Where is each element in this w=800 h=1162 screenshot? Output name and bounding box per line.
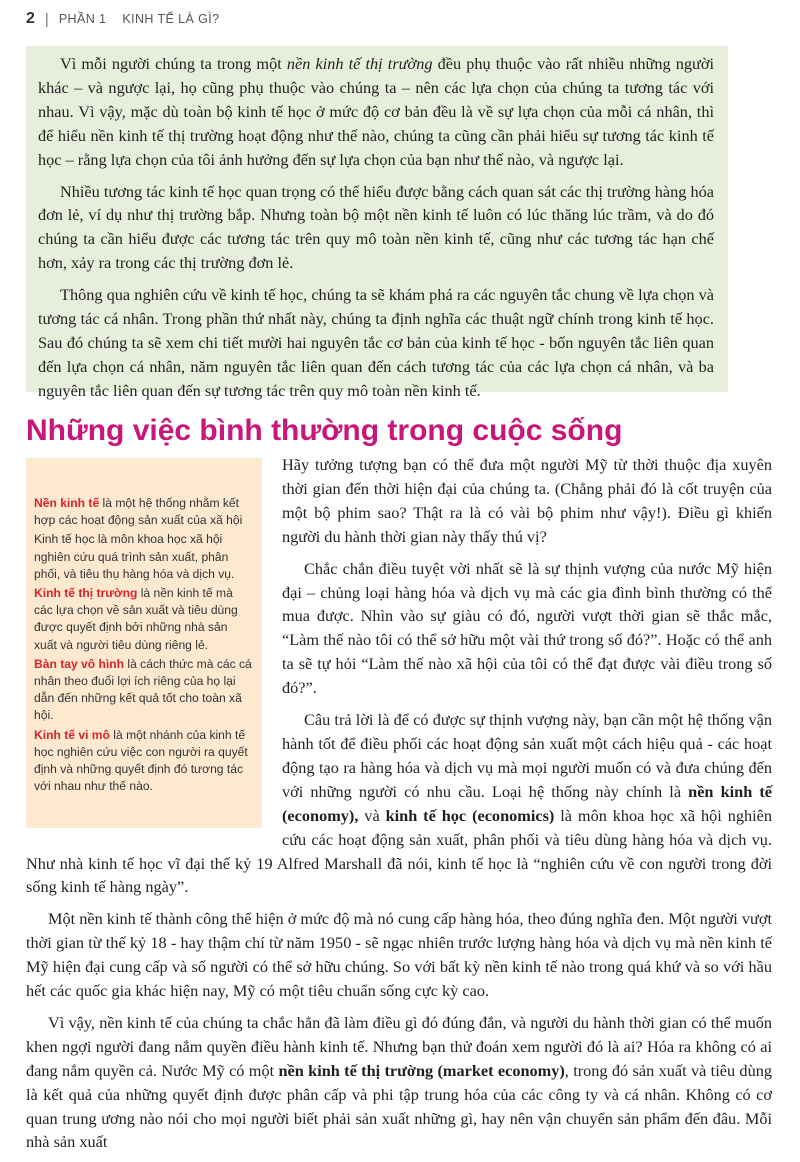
term-microeconomics: Kinh tế vi mô — [34, 727, 110, 742]
header-separator: | — [44, 10, 49, 28]
sidebar-spacer — [26, 453, 282, 829]
intro-emphasis: nền kinh tế thị trường — [286, 54, 433, 73]
term-market-economy: Kinh tế thị trường — [34, 586, 138, 601]
bold-term-economy: nền kinh tế (economy), — [282, 781, 772, 825]
body-text — [26, 453, 772, 1162]
term-invisible-hand: Bàn tay vô hình — [34, 656, 125, 671]
body-paragraph: Câu trả lời là để có được sự thịnh vượng này, bạn cần một hệ thống vận hành tốt để điều phối các hoạt động sản xuất một cách hiệu quả - các hoạt động tạo ra hàng hóa và dịch vụ mà mọi người muốn có và đưa chúng đến với những người có nhu cầu. Loại hệ thống này chính là nền kinh tế (economy), và kinh tế học (economics) là môn khoa học xã hội nghiên cứu các hoạt động sản xuất, phân phối và tiêu dùng hàng hóa và dịch vụ. Như nhà kinh tế học vĩ đại thế kỷ 19 Alfred Marshall đã nói, kinh tế học là “nghiên cứu về con người trong đời sống kinh tế hàng ngày”. — [26, 710, 773, 897]
definition-invisible-hand: Bàn tay vô hình là cách thức mà các cá nhân theo đuổi lợi ích riêng của họ lại dẫn đến những kết quả tốt cho toàn xã hội. — [34, 656, 252, 723]
definition-market-economy: Kinh tế thị trường là nền kinh tế mà các lựa chọn về sản xuất và tiêu dùng được quyết định bởi những nhà sản xuất và người tiêu dùng riêng lẻ. — [34, 586, 238, 652]
header-chapter-title: KINH TẾ LÀ GÌ? — [122, 12, 220, 26]
header-part: PHẦN 1 — [58, 12, 107, 26]
section-title: Những việc bình thường trong cuộc sống — [26, 414, 623, 447]
bold-term-market-economy: nền kinh tế thị trường (market economy) — [278, 1060, 565, 1080]
body-paragraph: Hãy tưởng tượng bạn có thể đưa một người Mỹ từ thời thuộc địa xuyên thời gian đến thời hiện đại của chúng ta. (Chẳng phải đó là cốt truyện của một bộ phim sao? Thật ra là có vài bộ phim như vậy!). Điều gì khiến người du hành thời gian này thấy thú vị? — [282, 455, 772, 546]
page-header — [26, 8, 219, 30]
intro-paragraph: Nhiều tương tác kinh tế học quan trọng có thể hiểu được bằng cách quan sát các thị trường hàng hóa đơn lẻ, ví dụ như thị trường bắp. Nhưng toàn bộ một nền kinh tế luôn có lúc thăng lúc trầm, và do đó chúng ta cần hiểu được các tương tác trên quy mô toàn nền kinh tế, cũng như các tương tác hạn chế hơn, xảy ra trong các thị trường đơn lẻ. — [38, 181, 714, 273]
body-paragraph: Vì vậy, nền kinh tế của chúng ta chắc hẳn đã làm điều gì đó đúng đắn, và người du hành thời gian có thể muốn khen ngợi người đang nắm quyền điều hành kinh tế. Nhưng bạn thử đoán xem người đó là ai? Hóa ra không có ai đang nắm quyền cả. Nước Mỹ có một nền kinh tế thị trường (market economy), trong đó sản xuất và tiêu dùng là kết quả của những quyết định được phân cấp và phi tập trung hóa của các công ty và cá nhân. Không có cơ quan trung ương nào nói cho mọi người biết phải sản xuất những gì, hay nên vận chuyển sản phẩm đến đâu. Mỗi nhà sản xuất — [26, 1012, 772, 1152]
page-number: 2 — [26, 10, 35, 27]
bold-term-economics: kinh tế học (economics) — [385, 805, 555, 825]
intro-paragraph: Vì mỗi người chúng ta trong một nền kinh tế thị trường đều phụ thuộc vào rất nhiều những người khác – và ngược lại, họ cũng phụ thuộc vào chúng ta – nên các lựa chọn của chúng ta tương tác với nhau. Vì vậy, mặc dù toàn bộ kinh tế học ở mức độ cơ bản đều là về sự lựa chọn của mỗi cá nhân, thì để hiểu nền kinh tế thị trường hoạt động như thế nào, chúng ta cũng cần phải hiểu sự tương tác kinh tế học – rằng lựa chọn của tôi ảnh hưởng đến sự lựa chọn của bạn như thế nào, và ngược lại. — [38, 54, 714, 169]
definition-economics: Kinh tế học là môn khoa học xã hội nghiên cứu quá trình sản xuất, phân phối, và tiêu thụ hàng hóa và dịch vụ. — [34, 532, 235, 581]
definition-economy: Nền kinh tế là một hệ thống nhằm kết hợp các hoạt động sản xuất của xã hội — [34, 496, 243, 528]
definition-microeconomics: Kinh tế vi mô là một nhánh của kinh tế học nghiên cứu việc con người ra quyết định và những quyết định đó tương tác với nhau như thế nào. — [34, 727, 248, 794]
term-economy: Nền kinh tế — [34, 496, 100, 510]
body-paragraph: Chắc chắn điều tuyệt vời nhất sẽ là sự thịnh vượng của nước Mỹ hiện đại – chủng loại hàng hóa và dịch vụ mà các gia đình bình thường có thể mua được. Nhìn vào sự giàu có đó, người vượt thời gian sẽ thắc mắc, “Làm thế nào tôi có thể sở hữu một vài thứ trong số đó?”. Hoặc có thể anh ta sẽ tự hỏi “Làm thế nào xã hội của tôi có thể đạt được vài điều trong số đó?”. — [282, 558, 772, 698]
intro-paragraph: Thông qua nghiên cứu về kinh tế học, chúng ta sẽ khám phá ra các nguyên tắc chung về lựa chọn và tương tác cá nhân. Trong phần thứ nhất này, chúng ta định nghĩa các thuật ngữ chính trong kinh tế học. Sau đó chúng ta sẽ xem chi tiết mười hai nguyên tắc cơ bản của kinh tế học - bốn nguyên tắc liên quan đến lựa chọn cá nhân, năm nguyên tắc liên quan đến cách tương tác của các lựa chọn cá nhân, và ba nguyên tắc liên quan đến sự tương tác trên quy mô toàn nền kinh tế. — [38, 285, 714, 400]
intro-box — [26, 46, 728, 400]
body-paragraph: Một nền kinh tế thành công thể hiện ở mức độ mà nó cung cấp hàng hóa, theo đúng nghĩa đen. Một người vượt thời gian từ thế kỷ 18 - hay thậm chí từ năm 1950 - sẽ ngạc nhiên trước lượng hàng hóa và dịch vụ mà nền kinh tế Mỹ hiện đại cung cấp và số người có thể sở hữu chúng. So với bất kỳ nền kinh tế nào trong quá khứ và so với hầu hết các quốc gia khác hiện nay, Mỹ có một tiêu chuẩn sống cực kỳ cao. — [26, 909, 772, 1001]
